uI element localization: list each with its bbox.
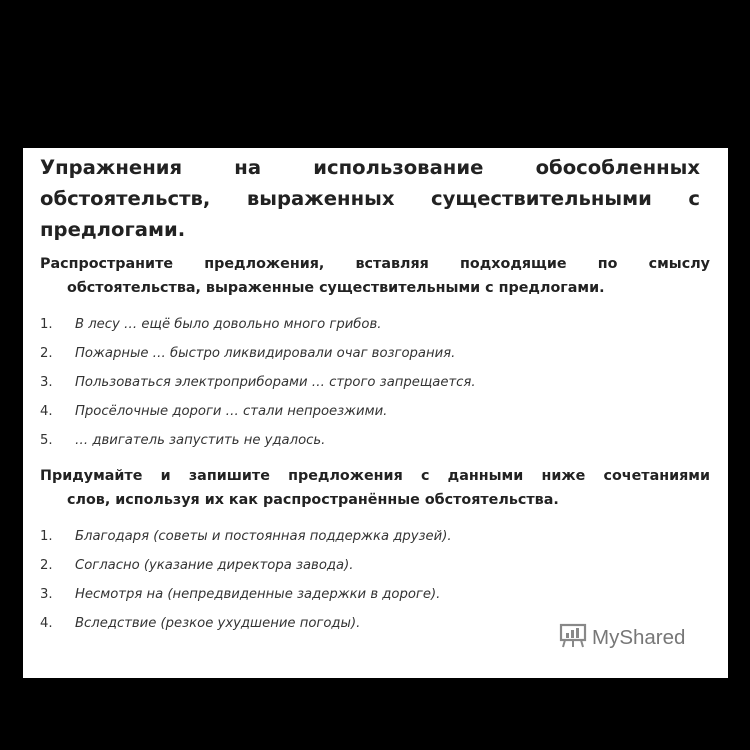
list-item — [40, 586, 680, 615]
item-text: Пожарные … быстро ликвидировали очаг возгорания. — [75, 346, 456, 361]
list-item — [40, 403, 680, 432]
item-number: 3. — [40, 375, 53, 390]
list-item — [40, 528, 680, 557]
list-item — [40, 374, 680, 403]
item-text: Согласно (указание директора завода). — [75, 558, 354, 573]
item-text: В лесу … ещё было довольно много грибов. — [75, 317, 382, 332]
list-item — [40, 432, 680, 461]
item-number: 5. — [40, 433, 53, 448]
item-text: Несмотря на (непредвиденные задержки в дороге). — [75, 587, 441, 602]
item-number: 1. — [40, 317, 53, 332]
task-instruction-2 — [40, 464, 710, 512]
item-number: 4. — [40, 616, 53, 631]
task-2-line-2: слов, используя их как распространённые обстоятельства. — [67, 492, 559, 508]
item-text: Вследствие (резкое ухудшение погоды). — [75, 616, 361, 631]
item-number: 2. — [40, 558, 53, 573]
item-number: 4. — [40, 404, 53, 419]
item-number: 3. — [40, 587, 53, 602]
watermark-text: MyShared — [592, 626, 686, 649]
task-1-line-1: Распространите предложения, вставляя подходящие по смыслу — [40, 256, 710, 272]
item-number: 1. — [40, 529, 53, 544]
task-1-list — [40, 316, 680, 461]
item-text: Благодаря (советы и постоянная поддержка друзей). — [75, 529, 452, 544]
list-item — [40, 316, 680, 345]
list-item — [40, 345, 680, 374]
item-text: … двигатель запустить не удалось. — [75, 433, 326, 448]
item-text: Просёлочные дороги … стали непроезжими. — [75, 404, 388, 419]
presentation-board-icon — [559, 622, 587, 654]
myshared-watermark — [559, 622, 685, 654]
task-2-line-1: Придумайте и запишите предложения с данными ниже сочетаниями — [40, 468, 710, 484]
list-item — [40, 557, 680, 586]
task-instruction-1 — [40, 252, 710, 300]
slide — [23, 148, 728, 678]
slide-title: Упражнения на использование обособленных обстоятельств, выраженных существительными с предлогами. — [40, 156, 700, 241]
item-text: Пользоваться электроприборами … строго запрещается. — [75, 375, 476, 390]
task-1-line-2: обстоятельства, выраженные существительными с предлогами. — [67, 280, 605, 296]
item-number: 2. — [40, 346, 53, 361]
